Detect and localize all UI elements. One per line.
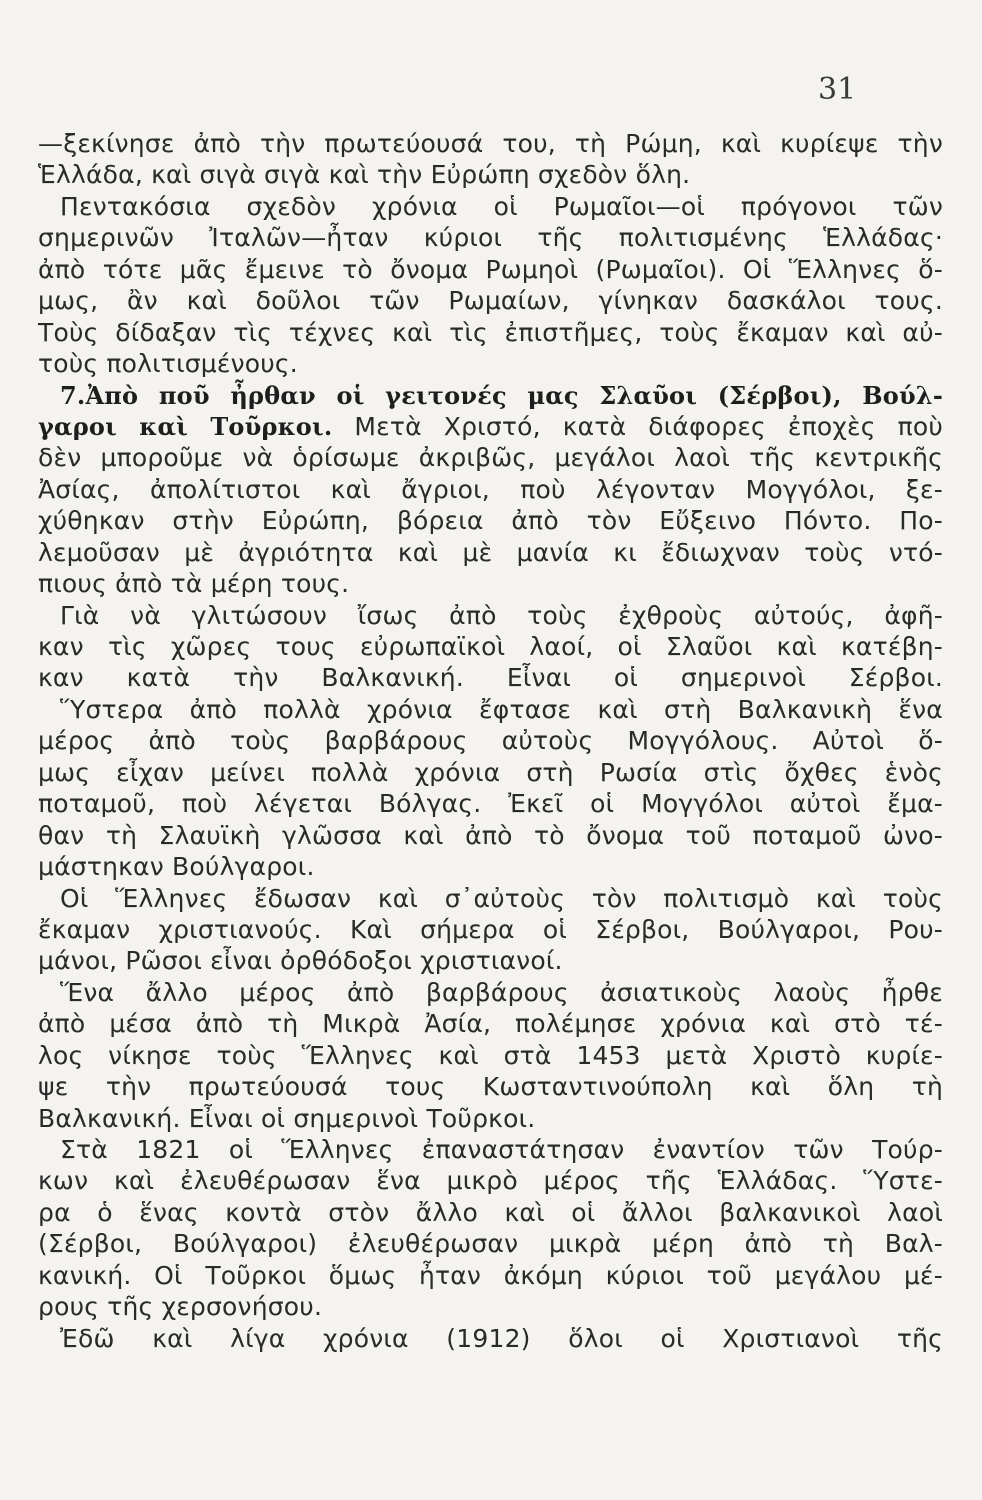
text-line: μάστηκαν Βούλγαροι. [38, 852, 315, 882]
section-heading: Ἀπὸ ποῦ ἦρθαν οἱ γειτονές μας Σλαῦοι (Σέρβοι), Βούλ- [85, 380, 943, 410]
text-line: Στὰ 1821 οἱ Ἕλληνες ἐπαναστάτησαν ἐναντίον τῶν Τούρ- [60, 1135, 943, 1164]
text-line: μως, ἂν καὶ δοῦλοι τῶν Ρωμαίων, γίνηκαν δασκάλοι τους. [38, 286, 943, 316]
text-line: κων καὶ ἐλευθέρωσαν ἕνα μικρὸ μέρος τῆς Ἑλλάδας. Ὕστε- [38, 1166, 943, 1196]
text-line: ἀπὸ τότε μᾶς ἔμεινε τὸ ὄνομα Ρωμηοὶ (Ρωμαῖοι). Οἱ Ἕλληνες ὅ- [38, 254, 943, 284]
text-line: μως εἶχαν μείνει πολλὰ χρόνια στὴ Ρωσία στὶς ὄχθες ἑνὸς [38, 757, 943, 787]
section-number: 7. [60, 380, 86, 410]
text-line: Ὕστερα ἀπὸ πολλὰ χρόνια ἔφτασε καὶ στὴ Βαλκανικὴ ἕνα [60, 694, 943, 724]
text-line: σημερινῶν Ἰταλῶν—ἦταν κύριοι τῆς πολιτισμένης Ἑλλάδας· [38, 223, 943, 253]
text-body [38, 128, 943, 1354]
text-line: καν κατὰ τὴν Βαλκανική. Εἶναι οἱ σημερινοὶ Σέρβοι. [38, 663, 943, 693]
text-line: Βαλκανική. Εἶναι οἱ σημερινοὶ Τοῦρκοι. [38, 1103, 536, 1133]
text-line: (Σέρβοι, Βούλγαροι) ἐλευθέρωσαν μικρὰ μέρη ἀπὸ τὴ Βαλ- [38, 1229, 943, 1259]
text-line: Γιὰ νὰ γλιτώσουν ἴσως ἀπὸ τοὺς ἐχθροὺς αὐτούς, ἀφῆ- [60, 600, 943, 630]
text-line: δὲν μποροῦμε νὰ ὁρίσωμε ἀκριβῶς, μεγάλοι λαοὶ τῆς κεντρικῆς [38, 443, 943, 473]
text-line: ρα ὁ ἕνας κοντὰ στὸν ἄλλο καὶ οἱ ἄλλοι βαλκανικοὶ λαοὶ [38, 1197, 943, 1227]
text-run: Μετὰ Χριστό, κατὰ διάφορες ἐποχὲς ποὺ [332, 411, 943, 441]
section-heading-continued: γαροι καὶ Τοῦρκοι. [38, 411, 333, 441]
section-heading-line [38, 380, 943, 411]
text-line: μάνοι, Ρῶσοι εἶναι ὀρθόδοξοι χριστιανοί. [38, 946, 563, 976]
section-heading-line [38, 411, 943, 442]
text-line: ἔκαμαν χριστιανούς. Καὶ σήμερα οἱ Σέρβοι, Βούλγαροι, Ρου- [38, 914, 943, 944]
text-line: ἀπὸ μέσα ἀπὸ τὴ Μικρὰ Ἀσία, πολέμησε χρόνια καὶ στὸ τέ- [38, 1009, 943, 1039]
text-line: Τοὺς δίδαξαν τὶς τέχνες καὶ τὶς ἐπιστῆμες, τοὺς ἔκαμαν καὶ αὐ- [38, 317, 943, 347]
text-line: Πεντακόσια σχεδὸν χρόνια οἱ Ρωμαῖοι—οἱ πρόγονοι τῶν [60, 191, 943, 221]
text-line: Οἱ Ἕλληνες ἔδωσαν καὶ σ᾽αὐτοὺς τὸν πολιτισμὸ καὶ τοὺς [60, 883, 943, 913]
page-number: 31 [818, 72, 857, 107]
text-line: Ἀσίας, ἀπολίτιστοι καὶ ἄγριοι, ποὺ λέγονταν Μογγόλοι, ξε- [38, 474, 943, 504]
text-line: τοὺς πολιτισμένους. [38, 349, 298, 379]
text-line: ψε τὴν πρωτεύουσά τους Κωσταντινούπολη καὶ ὅλη τὴ [38, 1072, 943, 1102]
text-line: Ἐδῶ καὶ λίγα χρόνια (1912) ὅλοι οἱ Χριστιανοὶ τῆς [60, 1323, 943, 1353]
text-line: λος νίκησε τοὺς Ἕλληνες καὶ στὰ 1453 μετὰ Χριστὸ κυρίε- [38, 1040, 943, 1070]
text-line: Ἑλλάδα, καὶ σιγὰ σιγὰ καὶ τὴν Εὐρώπη σχεδὸν ὅλη. [38, 160, 691, 190]
text-line: ρους τῆς χερσονήσου. [38, 1292, 323, 1322]
text-line: κανική. Οἱ Τοῦρκοι ὅμως ἦταν ἀκόμη κύριοι τοῦ μεγάλου μέ- [38, 1260, 943, 1290]
text-line: καν τὶς χῶρες τους εὐρωπαϊκοὶ λαοί, οἱ Σλαῦοι καὶ κατέβη- [38, 632, 943, 661]
text-line: —ξεκίνησε ἀπὸ τὴν πρωτεύουσά του, τὴ Ρώμη, καὶ κυρίεψε τὴν [38, 129, 943, 158]
text-line: ποταμοῦ, ποὺ λέγεται Βόλγας. Ἐκεῖ οἱ Μογγόλοι αὐτοὶ ἔμα- [38, 789, 943, 819]
text-line: μέρος ἀπὸ τοὺς βαρβάρους αὐτοὺς Μογγόλους. Αὐτοὶ ὅ- [38, 726, 943, 756]
text-line: πιους ἀπὸ τὰ μέρη τους. [38, 569, 350, 599]
text-line: χύθηκαν στὴν Εὐρώπη, βόρεια ἀπὸ τὸν Εὔξεινο Πόντο. Πο- [38, 506, 943, 536]
text-line: Ἕνα ἄλλο μέρος ἀπὸ βαρβάρους ἀσιατικοὺς λαοὺς ἦρθε [60, 977, 943, 1007]
text-line: λεμοῦσαν μὲ ἀγριότητα καὶ μὲ μανία κι ἔδιωχναν τοὺς ντό- [38, 537, 943, 567]
text-line: θαν τὴ Σλαυϊκὴ γλῶσσα καὶ ἀπὸ τὸ ὄνομα τοῦ ποταμοῦ ὠνο- [38, 820, 943, 850]
